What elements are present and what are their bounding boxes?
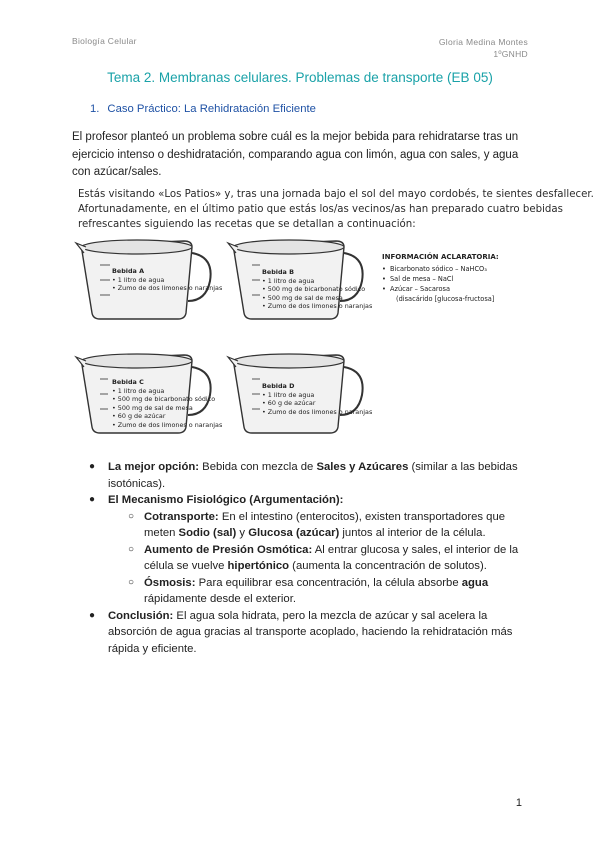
drink-d-item-2: • 60 g de azúcar [262, 399, 316, 408]
best-option-text-a: Bebida con mezcla de [199, 461, 317, 473]
drink-c-recipe [112, 378, 222, 430]
drink-c-item-3: • 500 mg de sal de mesa [112, 403, 193, 412]
drink-d-recipe [262, 382, 372, 416]
cotransport-bold-1: Sodio (sal) [178, 527, 237, 539]
header-subject: Biología Celular [72, 36, 137, 46]
info-title: INFORMACIÓN ACLARATORIA: [382, 253, 499, 261]
conclusion-label: Conclusión: [108, 609, 174, 622]
mechanism-label: El Mecanismo Fisiológico (Argumentación): [108, 494, 344, 506]
drink-a-item-1: • 1 litro de agua [112, 275, 165, 284]
cotransport-text-c: juntos al interior de la célula. [339, 527, 486, 539]
osmosis-bold: agua [461, 576, 489, 589]
drink-c-item-2: • 500 mg de bicarbonato sódico [112, 395, 216, 404]
page-title: Tema 2. Membranas celulares. Problemas de transporte (EB 05) [107, 70, 493, 85]
info-item-1: • Bicarbonato sódico – NaHCO₃ [382, 264, 522, 274]
drink-d-name: Bebida D [262, 382, 295, 390]
drink-b-item-1: • 1 litro de agua [262, 276, 315, 285]
info-box [382, 253, 522, 304]
drink-c-item-5: • Zumo de dos limones o naranjas [112, 420, 223, 429]
cotransport-label: Cotransporte: [144, 510, 219, 523]
info-item-3: • Azúcar – Sacarosa [382, 284, 522, 294]
osmotic-pressure-label: Aumento de Presión Osmótica: [144, 543, 313, 556]
drink-c-item-1: • 1 litro de agua [112, 386, 165, 395]
section-number: 1. [90, 103, 100, 115]
sub-bullet-icon: ○ [128, 543, 135, 555]
page-number: 1 [515, 797, 522, 809]
jug-a [74, 235, 224, 323]
info-item-3-sub: (disacárido [glucosa-fructosa] [396, 295, 495, 303]
bullet-icon: ● [89, 461, 96, 472]
jug-d [226, 349, 376, 437]
conclusion-text: El agua sola hidrata, pero la mezcla de azúcar y sal acelera la absorción de agua gracias al transporte acoplado, haciendo la rehidratación más rápida y eficiente. [108, 609, 513, 655]
sub-list-item [72, 509, 532, 542]
best-option-bold: Sales y Azúcares [316, 461, 409, 473]
figure-text-line-1: Estás visitando «Los Patios» y, tras una jornada bajo el sol del mayo cordobés, te sientes desfallecer. [78, 189, 594, 200]
sub-list-item [72, 542, 532, 575]
drink-a-recipe [112, 267, 222, 293]
bullet-icon: ● [89, 494, 96, 505]
drink-c-name: Bebida C [112, 378, 144, 386]
list-item [72, 459, 532, 492]
sub-list-item [72, 575, 532, 608]
header-author-name: Gloria Medina Montes [438, 37, 528, 47]
drink-d-item-1: • 1 litro de agua [262, 390, 315, 399]
drink-b-recipe [262, 268, 372, 311]
jug-b [226, 235, 376, 323]
intro-paragraph: El profesor planteó un problema sobre cuál es la mejor bebida para rehidratarse tras un ejercicio intenso o deshidratación, comparando agua con limón, agua con sales, y agua con azúcar/sales. [72, 131, 519, 178]
osmotic-pressure-text-a: Al entrar glucosa y sales, el interior de la célula se vuelve [144, 543, 519, 572]
drink-b-item-4: • Zumo de dos limones o naranjas [262, 302, 373, 311]
jug-c [74, 349, 224, 437]
best-option-text-b: (similar a las bebidas isotónicas). [108, 461, 518, 490]
drink-b-item-3: • 500 mg de sal de mesa [262, 293, 343, 302]
osmosis-text-a: Para equilibrar esa concentración, la célula absorbe [195, 576, 462, 589]
header-author [439, 36, 528, 60]
list-item [72, 608, 532, 658]
osmosis-label: Ósmosis: [144, 576, 196, 589]
osmotic-pressure-bold: hipertónico [227, 560, 290, 572]
drink-c-item-4: • 60 g de azúcar [112, 412, 166, 421]
best-option-label: La mejor opción: [108, 461, 200, 473]
figure-text-line-2: Afortunadamente, en el último patio que estás los/as vecinos/as han preparado cuatro bebidas [78, 204, 563, 215]
section-label: Caso Práctico: La Rehidratación Eficiente [107, 103, 316, 115]
sub-bullet-icon: ○ [128, 576, 135, 588]
info-item-2: • Sal de mesa – NaCl [382, 274, 522, 284]
drink-a-item-2: • Zumo de dos limones o naranjas [112, 284, 223, 293]
cotransport-text-a: En el intestino (enterocitos), existen transportadores que meten [144, 510, 506, 539]
answer-list [72, 459, 532, 657]
list-item [72, 492, 532, 509]
header-author-group: 1ºGNHD [493, 49, 528, 59]
drink-d-item-3: • Zumo de dos limones o naranjas [262, 407, 373, 416]
bullet-icon: ● [89, 609, 96, 621]
sub-bullet-icon: ○ [128, 510, 135, 522]
figure-text-line-3: refrescantes siguiendo las recetas que se detallan a continuación: [78, 219, 416, 230]
osmosis-text-b: rápidamente desde el exterior. [144, 593, 296, 605]
cotransport-text-b: y [236, 527, 249, 539]
osmotic-pressure-text-b: (aumenta la concentración de solutos). [289, 560, 487, 572]
section-heading [90, 103, 316, 115]
drink-b-item-2: • 500 mg de bicarbonato sódico [262, 285, 366, 294]
drink-a-name: Bebida A [112, 267, 145, 275]
exercise-figure [74, 185, 594, 443]
cotransport-bold-2: Glucosa (azúcar) [248, 527, 340, 539]
drink-b-name: Bebida B [262, 268, 294, 276]
